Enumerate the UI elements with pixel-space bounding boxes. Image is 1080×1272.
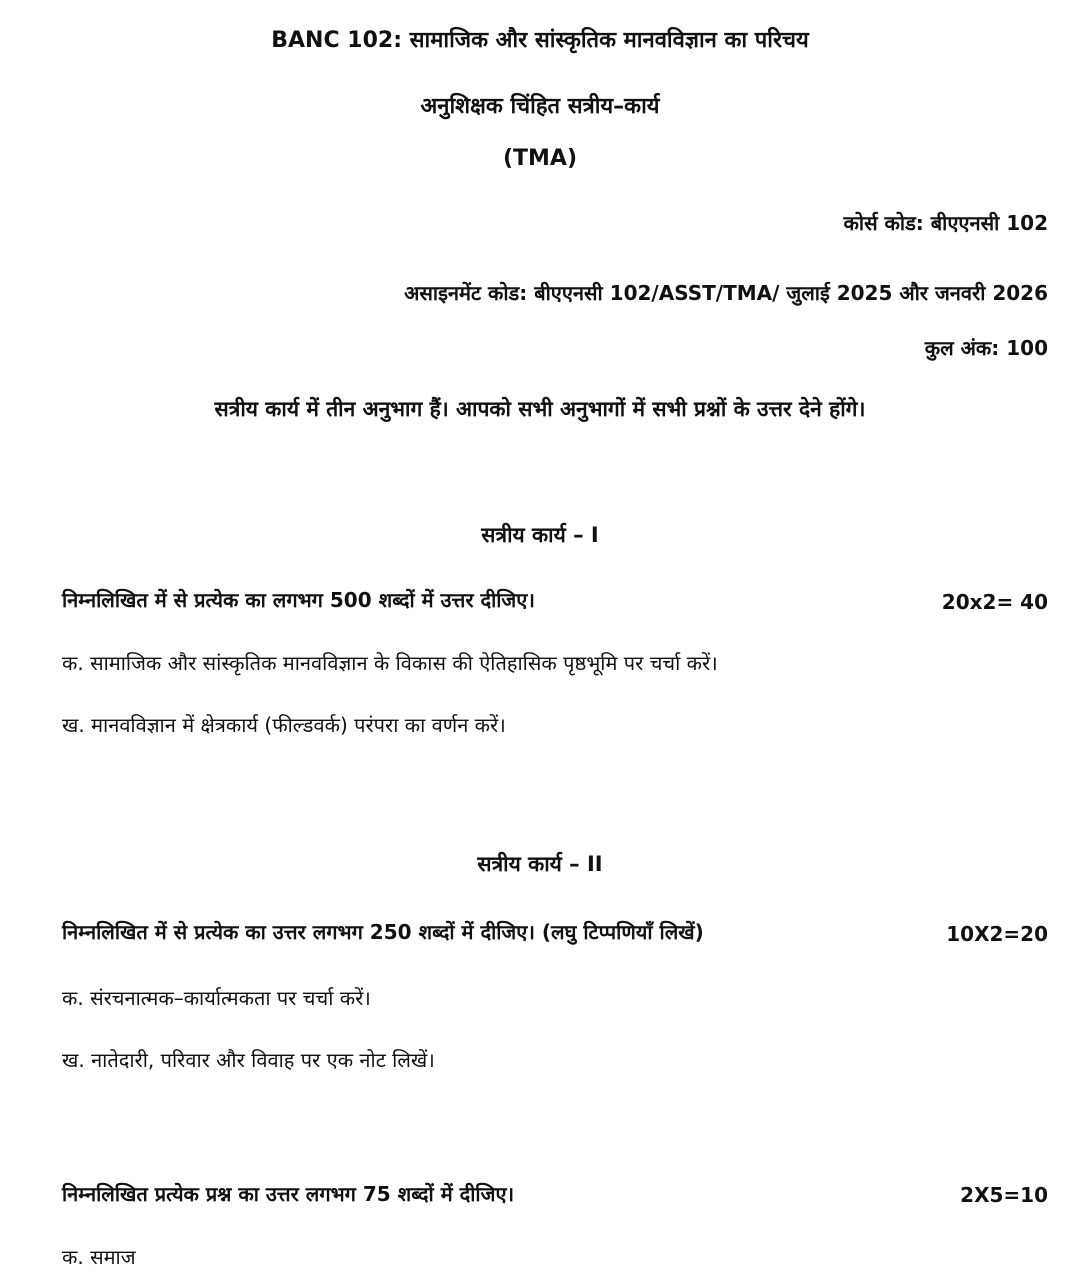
general-instructions: सत्रीय कार्य में तीन अनुभाग हैं। आपको सभी अनुभागों में सभी प्रश्नों के उत्तर देने होंगे।: [214, 397, 866, 421]
assignment-code: असाइनमेंट कोड: बीएएनसी 102/ASST/TMA/ जुलाई 2025 और जनवरी 2026: [404, 281, 1048, 305]
tma-label: (TMA): [502, 146, 578, 171]
course-code: कोर्स कोड: बीएएनसी 102: [843, 211, 1048, 235]
question-item: ख. मानवविज्ञान में क्षेत्रकार्य (फील्डवर्क) परंपरा का वर्णन करें।: [62, 713, 506, 737]
section-2-instruction: निम्नलिखित में से प्रत्येक का उत्तर लगभग 250 शब्दों में दीजिए। (लघु टिप्पणियाँ लिखें): [62, 920, 704, 944]
question-item: क. समाज: [62, 1245, 136, 1269]
section-1-instruction: निम्नलिखित में से प्रत्येक का लगभग 500 शब्दों में उत्तर दीजिए।: [62, 588, 535, 612]
section-heading-2: सत्रीय कार्य – II: [477, 852, 603, 876]
question-item: ख. नातेदारी, परिवार और विवाह पर एक नोट लिखें।: [62, 1048, 435, 1072]
document-title: BANC 102: सामाजिक और सांस्कृतिक मानवविज्ञान का परिचय: [271, 28, 809, 53]
total-marks: कुल अंक: 100: [924, 336, 1048, 360]
question-item: क. संरचनात्मक–कार्यात्मकता पर चर्चा करें।: [62, 986, 371, 1010]
section-3-instruction: निम्नलिखित प्रत्येक प्रश्न का उत्तर लगभग 75 शब्दों में दीजिए।: [62, 1182, 515, 1206]
question-item: क. सामाजिक और सांस्कृतिक मानवविज्ञान के विकास की ऐतिहासिक पृष्ठभूमि पर चर्चा करें।: [62, 651, 718, 675]
section-2-marks: 10X2=20: [946, 922, 1048, 946]
document-subtitle: अनुशिक्षक चिंहित सत्रीय–कार्य: [420, 94, 660, 119]
section-3-marks: 2X5=10: [960, 1183, 1048, 1207]
section-heading-1: सत्रीय कार्य – I: [481, 523, 599, 547]
section-1-marks: 20x2= 40: [941, 590, 1048, 614]
